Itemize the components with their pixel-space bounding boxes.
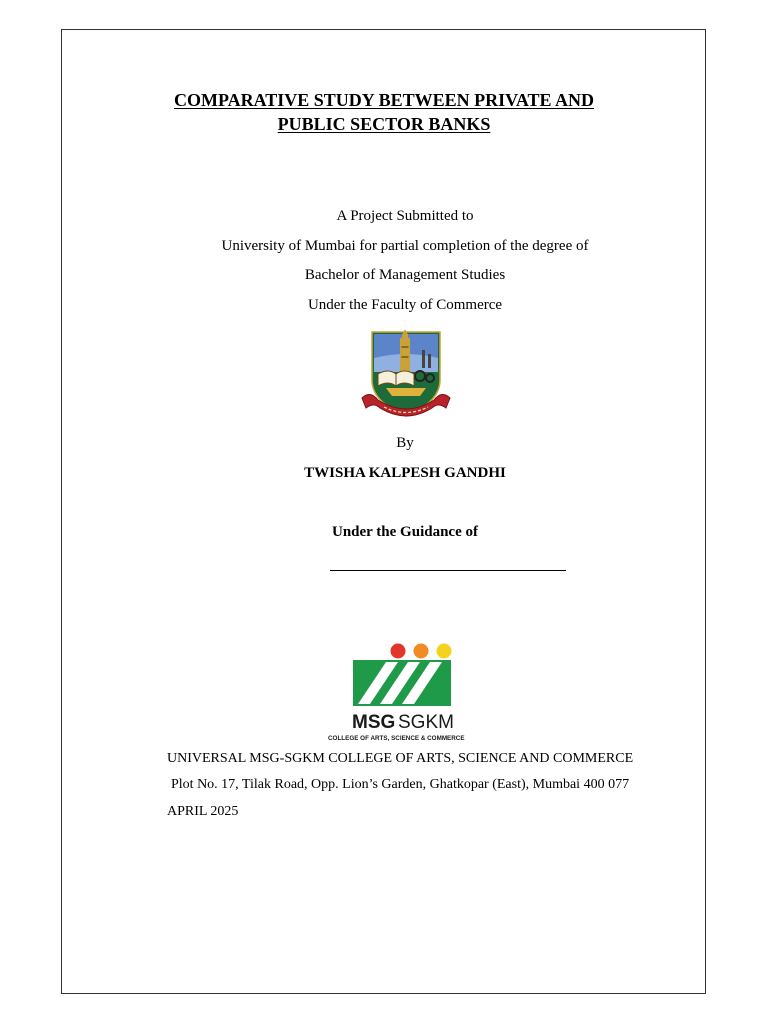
submission-line-3: Bachelor of Management Studies (304, 267, 506, 283)
by-label: By (396, 435, 414, 451)
submission-line-1: A Project Submitted to (336, 208, 474, 224)
submission-line-2: University of Mumbai for partial completion of the degree of (221, 237, 589, 254)
submission-date: APRIL 2025 (167, 804, 239, 819)
guidance-label: Under the Guidance of (332, 524, 478, 540)
logo-tagline: COLLEGE OF ARTS, SCIENCE & COMMERCE (328, 735, 465, 742)
author-name: TWISHA KALPESH GANDHI (304, 465, 506, 481)
page-border (61, 29, 706, 994)
college-address: Plot No. 17, Tilak Road, Opp. Lion’s Garden, Ghatkopar (East), Mumbai 400 077 (171, 777, 630, 792)
logo-wordmark-regular: SGKM (398, 712, 454, 733)
guide-name-blank-line (330, 570, 566, 571)
logo-wordmark-bold: MSG (352, 712, 396, 733)
project-title (0, 88, 768, 136)
submission-statement (0, 202, 768, 320)
title-line-1: COMPARATIVE STUDY BETWEEN PRIVATE AND (173, 90, 595, 110)
title-line-2: PUBLIC SECTOR BANKS (277, 114, 491, 134)
college-name: UNIVERSAL MSG-SGKM COLLEGE OF ARTS, SCIENCE AND COMMERCE (167, 751, 634, 766)
university-of-mumbai-crest-icon (360, 328, 452, 424)
msg-sgkm-logo-icon (328, 642, 488, 742)
submission-line-4: Under the Faculty of Commerce (307, 296, 503, 313)
